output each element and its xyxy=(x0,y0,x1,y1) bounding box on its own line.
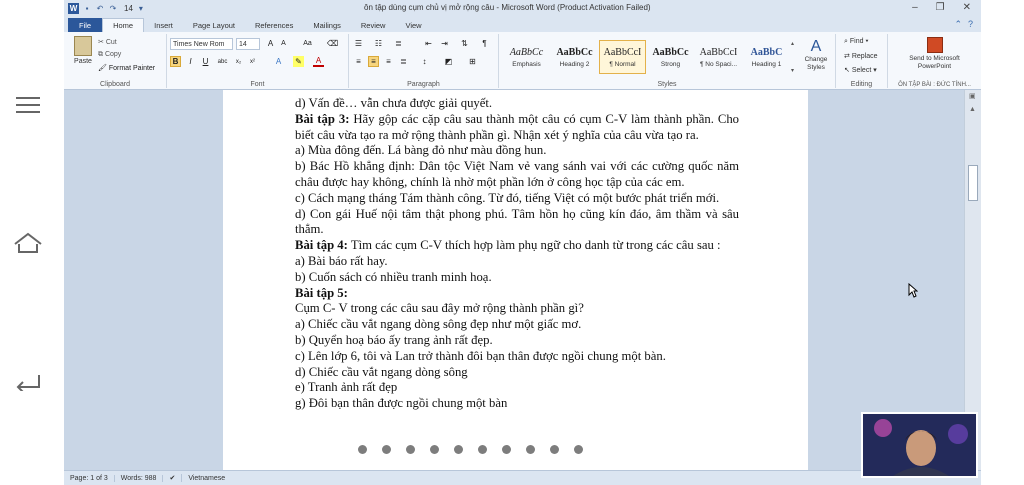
paste-button[interactable] xyxy=(70,36,96,72)
copy-label: Copy xyxy=(104,51,122,58)
ribbon-tab-extras xyxy=(954,19,973,30)
save-icon[interactable]: ▪ xyxy=(85,4,89,13)
exercise-heading: Bài tập 4: xyxy=(295,238,348,253)
font-group-label: Font xyxy=(250,81,265,88)
style-name: Heading 2 xyxy=(559,60,590,68)
find-label: Find xyxy=(849,38,864,45)
document-paragraph[interactable] xyxy=(295,143,739,159)
borders-icon[interactable]: ⊞ xyxy=(469,57,476,66)
style-name: Strong xyxy=(660,60,681,68)
replace-button[interactable]: ⇄ Replace xyxy=(844,53,878,60)
qat-font-size[interactable]: 14 xyxy=(124,4,133,13)
dot xyxy=(526,445,535,454)
tab-page-layout[interactable]: Page Layout xyxy=(192,20,235,30)
document-paragraph[interactable] xyxy=(295,301,739,317)
scroll-down-icon[interactable]: ▾ xyxy=(791,68,795,74)
text-effects-icon[interactable]: A xyxy=(275,57,282,66)
scrollbar-thumb[interactable] xyxy=(968,165,978,201)
styles-group xyxy=(499,34,836,88)
tab-file[interactable]: File xyxy=(68,18,102,32)
paragraph-text: b) Quyển hoạ báo ấy trang ảnh rất đẹp. xyxy=(295,332,493,347)
dot xyxy=(430,445,439,454)
window-controls xyxy=(912,2,971,13)
style-emphasis[interactable] xyxy=(503,40,550,74)
scroll-up-icon[interactable]: ▴ xyxy=(791,41,795,47)
ribbon xyxy=(64,32,981,90)
superscript-button[interactable]: x² xyxy=(250,58,255,65)
document-paragraph[interactable] xyxy=(295,191,739,207)
status-bar xyxy=(64,470,981,485)
multilevel-list-icon[interactable]: ≣ xyxy=(395,39,402,48)
document-paragraph[interactable] xyxy=(295,333,739,349)
qat-dropdown-icon[interactable]: ▾ xyxy=(138,4,143,13)
italic-button[interactable]: I xyxy=(189,57,192,66)
replace-label: Replace xyxy=(851,53,878,60)
style-normal[interactable] xyxy=(599,40,646,74)
paragraph-text: d) Chiếc cầu vắt ngang dòng sông xyxy=(295,364,468,379)
decrease-indent-icon[interactable]: ⇤ xyxy=(425,39,432,48)
tab-insert[interactable]: Insert xyxy=(154,20,173,30)
paragraph-text: d) Vấn đề… vẫn chưa được giải quyết. xyxy=(295,96,493,110)
numbering-icon[interactable]: ☷ xyxy=(374,39,383,48)
style-name: ¶ Normal xyxy=(609,60,636,68)
tab-references[interactable]: References xyxy=(255,20,294,30)
change-styles-icon: A xyxy=(810,38,822,55)
style-heading-2[interactable] xyxy=(551,40,598,74)
powerpoint-group-label: ÔN TẬP BÀI : ĐỨC TÍNH... xyxy=(898,82,971,88)
paragraph-text: a) Bài báo rất hay. xyxy=(295,253,388,268)
document-text[interactable] xyxy=(295,96,739,412)
document-paragraph[interactable] xyxy=(295,254,739,270)
format-painter-button[interactable]: 🖌 Format Painter xyxy=(98,65,156,72)
styles-scroll[interactable] xyxy=(791,40,797,74)
paragraph-text: c) Lên lớp 6, tôi và Lan trở thành đôi bạn thân được ngồi chung một bàn. xyxy=(295,348,666,363)
tab-mailings[interactable]: Mailings xyxy=(313,20,341,30)
tab-view[interactable]: View xyxy=(405,20,422,30)
justify-icon[interactable]: ≣ xyxy=(400,57,407,66)
document-paragraph[interactable] xyxy=(295,270,739,286)
paragraph-text: Hãy gộp các cặp câu sau thành một câu có cụm C-V làm thành phần. Cho biết câu vừa tạo ra mở rộng thành phần gì. Nhận xét ý nghĩa của câu vừa tạo ra. xyxy=(295,111,740,142)
font-group xyxy=(167,34,349,88)
dot xyxy=(574,445,583,454)
document-paragraph[interactable] xyxy=(295,207,739,239)
change-styles-label: Change Styles xyxy=(804,56,828,71)
style-name: ¶ No Spaci... xyxy=(699,60,738,68)
grow-font-icon[interactable]: A xyxy=(267,39,274,48)
underline-button[interactable]: U xyxy=(202,57,209,66)
android-nav-bar xyxy=(0,0,57,485)
align-center-icon[interactable]: ≡ xyxy=(368,56,379,67)
exercise-heading: Bài tập 3: xyxy=(295,111,350,126)
title-bar xyxy=(64,0,981,17)
clear-format-icon[interactable]: ⌫ xyxy=(326,39,339,48)
paragraph-text: b) Cuốn sách có nhiều tranh minh hoạ. xyxy=(295,269,492,284)
proofing-icon[interactable]: ✔ xyxy=(163,474,182,482)
back-icon[interactable] xyxy=(10,366,46,396)
style-sample: AaBbCc xyxy=(652,46,689,58)
document-paragraph[interactable] xyxy=(295,96,739,112)
select-button[interactable]: ↖ Select ▾ xyxy=(844,67,877,74)
paragraph-text: a) Chiếc cầu vắt ngang dòng sông đẹp như một giấc mơ. xyxy=(295,317,582,332)
send-to-powerpoint-button[interactable] xyxy=(892,37,977,71)
send-to-powerpoint-label: Send to Microsoft PowerPoint xyxy=(909,55,960,70)
style-name: Heading 1 xyxy=(751,60,782,68)
document-paragraph[interactable] xyxy=(295,286,739,302)
bullets-icon[interactable]: ☰ xyxy=(354,39,363,48)
dot xyxy=(406,445,415,454)
clipboard-group xyxy=(64,34,167,88)
style-strong[interactable] xyxy=(647,40,694,74)
style-sample: AaBbCcI xyxy=(603,46,642,58)
paragraph-text: c) Cách mạng tháng Tám thành công. Từ đó, tiếng Việt có một bước phát triển mới. xyxy=(295,190,720,205)
bold-button[interactable]: B xyxy=(170,56,181,67)
paragraph-group-label: Paragraph xyxy=(407,81,440,88)
paragraph-text: d) Con gái Huế nội tâm thật phong phú. Tâm hồn họ cũng kín đáo, âm thầm và sâu thẳm. xyxy=(295,206,739,237)
page-count[interactable]: Page: 1 of 3 xyxy=(64,475,115,482)
minimize-icon[interactable]: – xyxy=(912,2,918,13)
document-paragraph[interactable] xyxy=(295,112,739,144)
document-page[interactable] xyxy=(223,90,808,470)
highlight-icon[interactable]: ✎ xyxy=(293,56,304,67)
word-count[interactable]: Words: 988 xyxy=(115,475,164,482)
paragraph-text: g) Đôi bạn thân được ngồi chung một bàn xyxy=(295,396,508,411)
strikethrough-button[interactable]: abc xyxy=(217,58,228,65)
cut-button[interactable]: ✂ Cut xyxy=(98,39,117,46)
style-no-spacing[interactable] xyxy=(695,40,742,74)
style-name: Emphasis xyxy=(512,60,541,68)
document-area xyxy=(64,90,964,470)
change-styles-button[interactable] xyxy=(799,38,833,72)
document-paragraph[interactable] xyxy=(295,396,739,412)
document-paragraph[interactable] xyxy=(295,365,739,381)
clipboard-group-label: Clipboard xyxy=(100,81,130,88)
window-title: ôn tập dùng cụm chủ vị mở rộng câu - Microsoft Word (Product Activation Failed) xyxy=(364,3,651,12)
subscript-button[interactable]: x₂ xyxy=(235,58,242,65)
font-family-select[interactable]: Times New Rom xyxy=(170,38,233,50)
font-color-icon[interactable]: A xyxy=(313,56,324,67)
home-icon[interactable] xyxy=(10,228,46,258)
menu-icon[interactable] xyxy=(10,90,46,120)
close-icon[interactable]: ✕ xyxy=(962,2,971,13)
paragraph-text: b) Bác Hồ khẳng định: Dân tộc Việt Nam vẻ vang sánh vai với các cường quốc năm châu được hay không, chính là nhờ một phần lớn ở công học tập của các em. xyxy=(295,159,739,189)
ruler-toggle-icon[interactable]: ▣ xyxy=(969,93,976,100)
dot xyxy=(358,445,367,454)
align-left-icon[interactable]: ≡ xyxy=(356,57,361,66)
select-label: Select xyxy=(851,67,872,74)
paragraph-text: Cụm C- V trong các câu sau đây mở rộng thành phần gì? xyxy=(295,301,584,316)
paste-icon xyxy=(74,36,92,56)
sort-icon[interactable]: ⇅ xyxy=(461,39,468,48)
powerpoint-icon xyxy=(927,37,943,53)
language[interactable]: Vietnamese xyxy=(188,474,226,482)
shrink-font-icon[interactable]: A xyxy=(281,40,286,47)
style-sample: AaBbCcI xyxy=(699,46,738,58)
tab-review[interactable]: Review xyxy=(360,20,386,30)
document-paragraph[interactable] xyxy=(295,380,739,396)
document-paragraph[interactable] xyxy=(295,159,739,191)
paragraph-text: a) Mùa đông đến. Lá bàng đỏ như màu đồng hun. xyxy=(295,143,547,158)
styles-group-label: Styles xyxy=(657,81,677,88)
powerpoint-group xyxy=(888,34,981,88)
webcam-overlay xyxy=(861,412,978,478)
mouse-cursor-icon xyxy=(908,283,918,298)
dot xyxy=(478,445,487,454)
align-right-icon[interactable]: ≡ xyxy=(386,57,391,66)
show-marks-icon[interactable]: ¶ xyxy=(482,39,487,48)
loading-dots xyxy=(358,445,583,454)
word-window xyxy=(64,0,981,485)
style-sample: AaBbCc xyxy=(509,46,544,58)
copy-button[interactable]: ⧉ Copy xyxy=(98,51,122,58)
paragraph-group xyxy=(349,34,499,88)
dot xyxy=(502,445,511,454)
paragraph-text: Tìm các cụm C-V thích hợp làm phụ ngữ cho danh từ trong các câu sau : xyxy=(347,238,721,253)
increase-indent-icon[interactable]: ⇥ xyxy=(441,39,448,48)
undo-icon[interactable]: ↶ xyxy=(96,4,104,13)
maximize-icon[interactable]: ❐ xyxy=(935,2,945,13)
editing-group-label: Editing xyxy=(850,81,873,88)
dot xyxy=(454,445,463,454)
dot xyxy=(550,445,559,454)
word-logo-icon: W xyxy=(69,4,78,13)
editing-group xyxy=(836,34,888,88)
exercise-heading: Bài tập 5: xyxy=(295,285,348,300)
line-spacing-icon[interactable]: ↕ xyxy=(422,57,427,66)
scroll-up-arrow-icon[interactable]: ▲ xyxy=(969,106,976,113)
style-sample: AaBbC xyxy=(750,46,783,58)
format-painter-label: Format Painter xyxy=(108,65,156,72)
quick-access-toolbar xyxy=(64,3,146,14)
find-button[interactable]: ⌕ Find ▾ xyxy=(844,38,869,45)
tab-home[interactable]: Home xyxy=(102,18,144,32)
redo-icon[interactable]: ↷ xyxy=(109,4,117,13)
font-size-select[interactable]: 14 xyxy=(236,38,260,50)
style-sample: AaBbCc xyxy=(556,46,593,58)
help-icon[interactable]: ? xyxy=(967,19,973,29)
ribbon-tabs xyxy=(64,17,981,32)
android-right-margin xyxy=(981,0,1024,485)
change-case-icon[interactable]: Aa xyxy=(303,40,312,47)
webcam-person-image xyxy=(863,414,976,476)
style-heading-1[interactable] xyxy=(743,40,790,74)
dot xyxy=(382,445,391,454)
collapse-ribbon-icon[interactable]: ⌃ xyxy=(954,19,962,29)
cut-label: Cut xyxy=(105,39,117,46)
paragraph-text: e) Tranh ảnh rất đẹp xyxy=(295,380,398,395)
document-paragraph[interactable] xyxy=(295,349,739,365)
document-paragraph[interactable] xyxy=(295,317,739,333)
paste-label: Paste xyxy=(74,58,92,65)
shading-icon[interactable]: ◩ xyxy=(444,57,453,66)
document-paragraph[interactable] xyxy=(295,238,739,254)
